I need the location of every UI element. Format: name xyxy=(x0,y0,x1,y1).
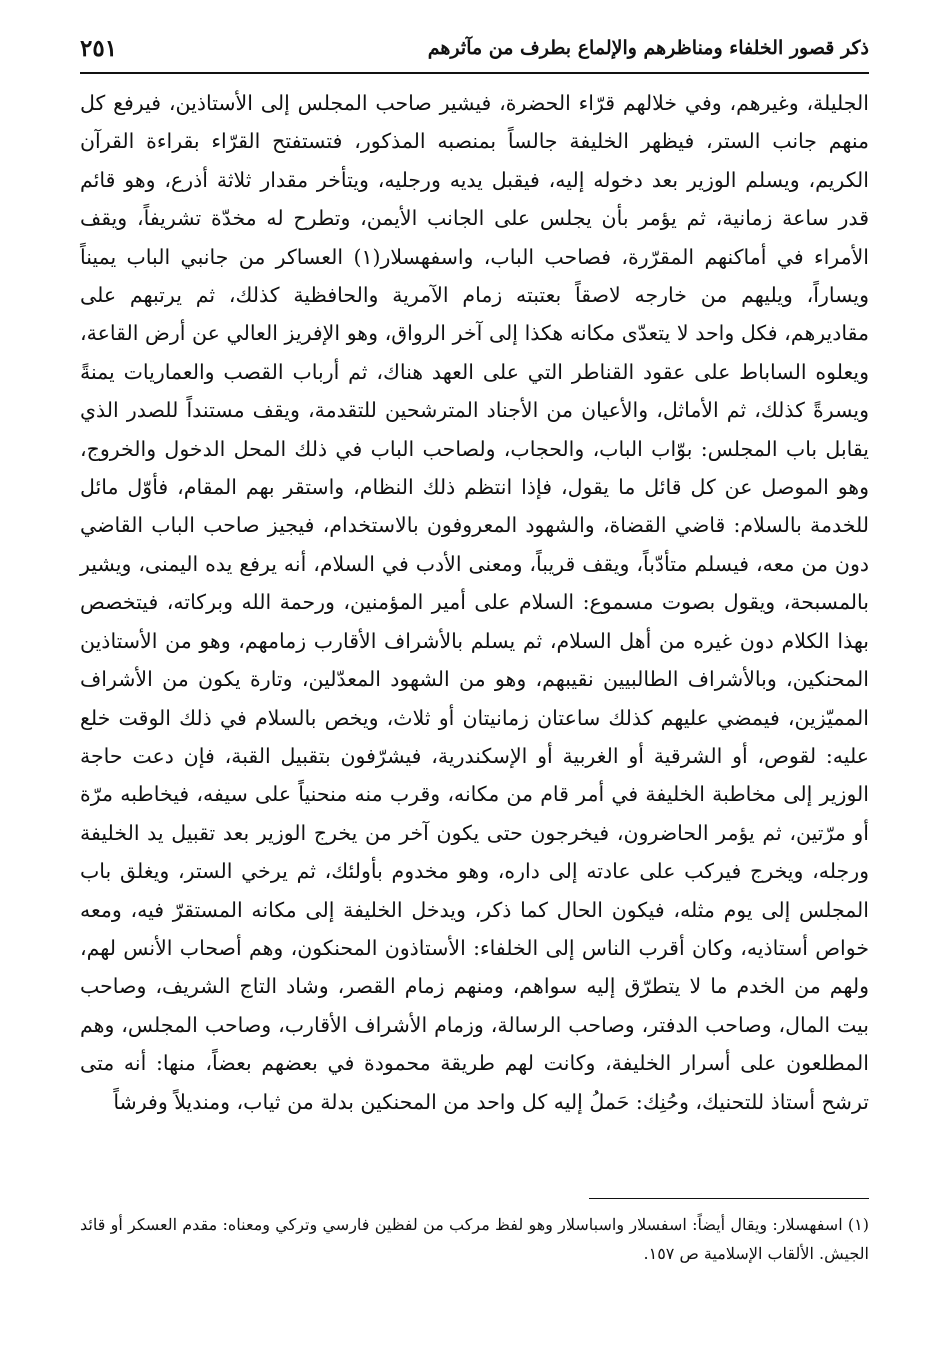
footnote xyxy=(80,1210,869,1268)
main-text xyxy=(80,84,869,1121)
footnote-rule xyxy=(589,1198,869,1199)
page-number: ٢٥١ xyxy=(80,34,118,62)
footnote-text: (١) اسفهسلار: ويقال أيضاً: اسفسلار واسباسلار وهو لفظ مركب من لفظين فارسي وتركي ومعناه: مقدم العسكر أو قائد الجيش. الألقاب الإسلامية ص ١٥٧. xyxy=(80,1215,870,1263)
body-paragraph: الجليلة، وغيرهم، وفي خلالهم قرّاء الحضرة، فيشير صاحب المجلس إلى الأستاذين، فيرفع كل منهم جانب الستر، فيظهر الخليفة جالساً بمنصبه المذكور، فتستفتح القرّاء بقراءة القرآن الكريم، ويسلم الوزير بعد دخوله إليه، فيقبل يديه ورجليه، ويتأخر مقدار ثلاثة أذرع، وهو قائم قدر ساعة زمانية، ثم يؤمر بأن يجلس على الجانب الأيمن، وتطرح له مخدّة تشريفاً، ويقف الأمراء في أماكنهم المقرّرة، فصاحب الباب، واسفهسلار(١) العساكر من جانبي الباب يميناً ويساراً، ويليهم من خارجه لاصقاً بعتبته زمام الآمرية والحافظية كذلك، ثم يرتبهم على مقاديرهم، فكل واحد لا يتعدّى مكانه هكذا إلى آخر الرواق، وهو الإفريز العالي عن أرض القاعة، ويعلوه الساباط على عقود القناطر التي على العهد هناك، ثم أرباب القصب والعماريات يمنةً ويسرةً كذلك، ثم الأماثل، والأعيان من الأجناد المترشحين للتقدمة، ويقف مستنداً للصدر الذي يقابل باب المجلس: بوّاب الباب، والحجاب، ولصاحب الباب في ذلك المحل الدخول والخروج، وهو الموصل عن كل قائل ما يقول، فإذا انتظم ذلك النظام، واستقر بهم المقام، فأوّل مائل للخدمة بالسلام: قاضي القضاة، والشهود المعروفون بالاستخدام، فيجيز صاحب الباب القاضي دون من معه، فيسلم متأدّباً، ويقف قريباً، ومعنى الأدب في السلام، أنه يرفع يده اليمنى، ويشير بالمسبحة، ويقول بصوت مسموع: السلام على أمير المؤمنين، ورحمة الله وبركاته، فيتخصص بهذا الكلام دون غيره من أهل السلام، ثم يسلم بالأشراف الأقارب زمامهم، وهو من الأستاذين المحنكين، وبالأشراف الطالبيين نقيبهم، وهو من الشهود المعدّلين، وتارة يكون من الأشراف المميّزين، فيمضي عليهم كذلك ساعتان زمانيتان أو ثلاث، ويخص بالسلام في ذلك الوقت خلع عليه: لقوص، أو الشرقية أو الغربية أو الإسكندرية، فيشرّفون بتقبيل القبة، فإن دعت حاجة الوزير إلى مخاطبة الخليفة في أمر قام من مكانه، وقرب منه منحنياً على سيفه، فيخاطبه مرّة أو مرّتين، ثم يؤمر الحاضرون، فيخرجون حتى يكون آخر من يخرج الوزير بعد تقبيل يد الخليفة ورجله، ويخرج فيركب على عادته إلى داره، وهو مخدوم بأولئك، ثم يرخي الستر، ويغلق باب المجلس إلى يوم مثله، فيكون الحال كما ذكر، ويدخل الخليفة إلى مكانه المستقرّ فيه، ومعه خواص أستاذيه، وكان أقرب الناس إلى الخلفاء: الأستاذون المحنكون، وهم أصحاب الأنس لهم، ولهم من الخدم ما لا يتطرّق إليه سواهم، ومنهم زمام القصر، وشاد التاج الشريف، وصاحب بيت المال، وصاحب الدفتر، وصاحب الرسالة، وزمام الأشراف الأقارب، وصاحب المجلس، وهم المطلعون على أسرار الخليفة، وكانت لهم طريقة محمودة في بعضهم بعضاً، منها: أنه متى ترشح أستاذ للتحنيك، وحُنِك: حَملُ إليه كل واحد من المحنكين بدلة من ثياب، ومنديلاً وفرشاً xyxy=(80,91,869,1114)
header-rule xyxy=(80,72,869,74)
running-title: ذكر قصور الخلفاء ومناظرهم والإلماع بطرف من مآثرهم xyxy=(427,37,869,59)
running-head xyxy=(80,28,869,68)
